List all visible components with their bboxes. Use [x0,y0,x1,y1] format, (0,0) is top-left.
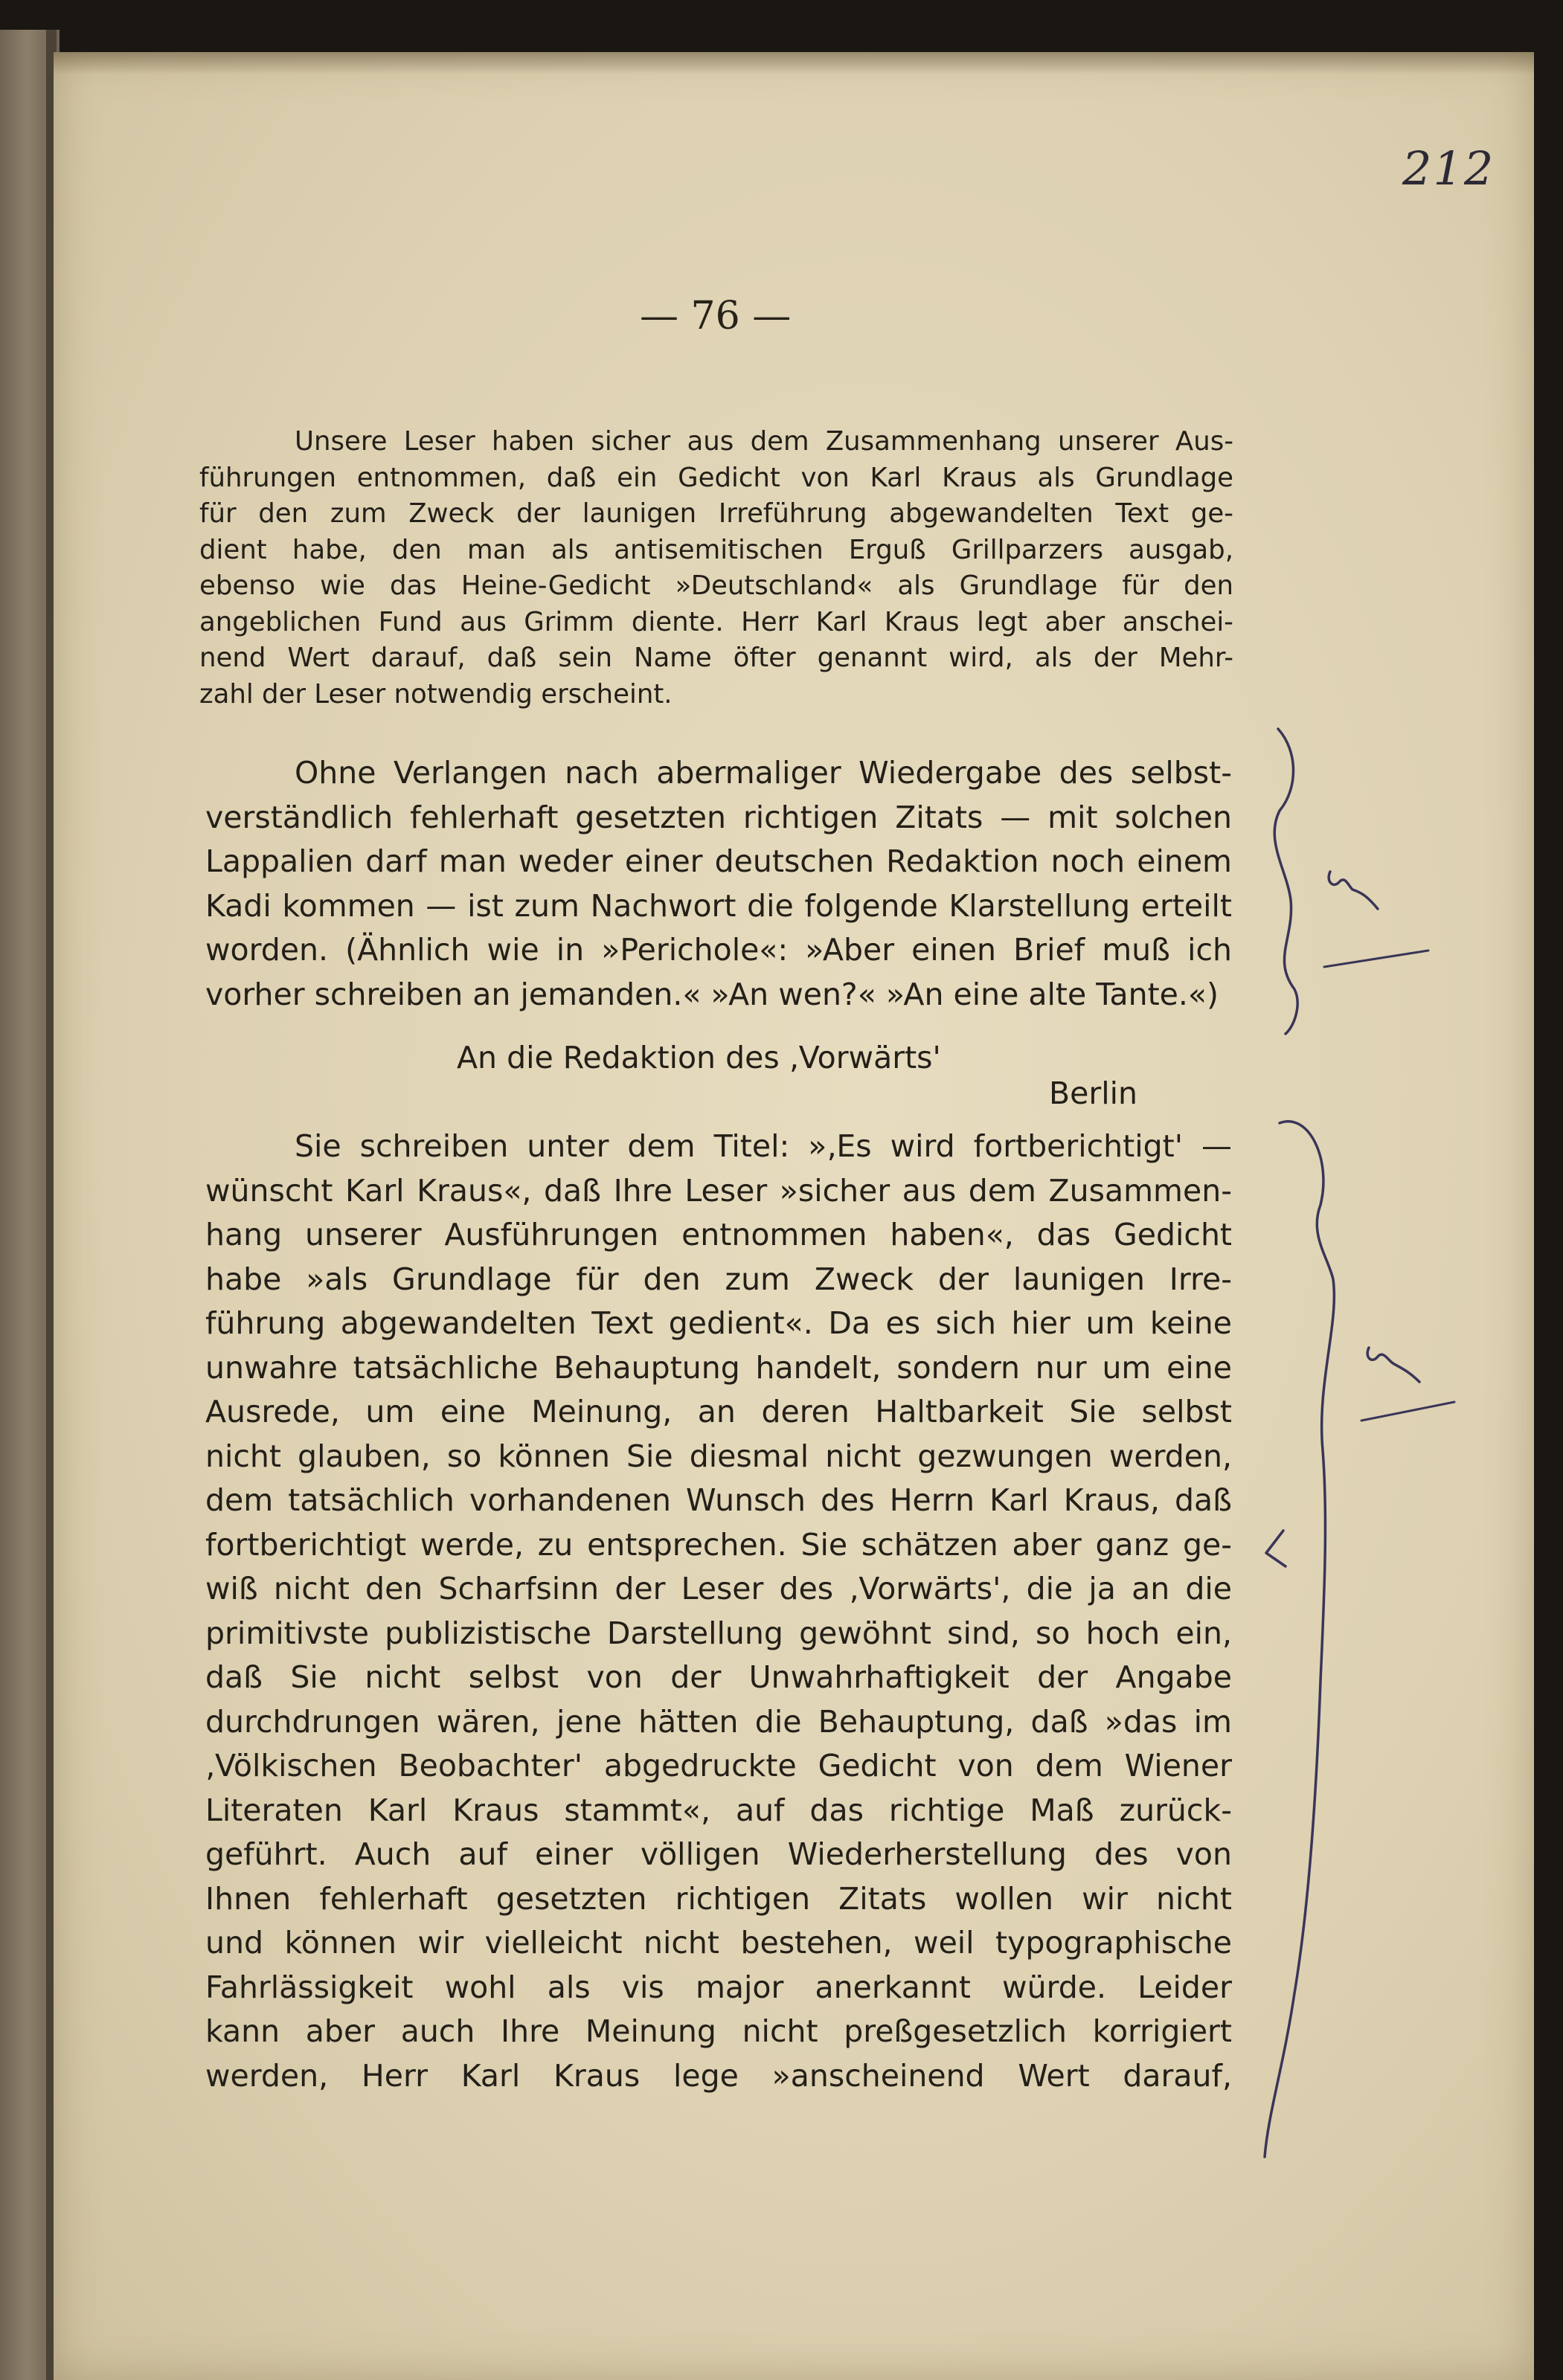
note-line: ebenso wie das Heine-Gedicht »Deutschland« als Grundlage für den [199,570,1233,601]
letter-line: fortberichtigt werde, zu entsprechen. Sie schätzen aber ganz ge- [205,1526,1232,1563]
handwritten-folio-number: 212 [1402,141,1495,196]
letter-paragraph [205,1125,1232,2098]
letter-line: dem tatsächlich vorhandenen Wunsch des Herrn Karl Kraus, daß [205,1482,1232,1518]
page-number: — 76 — [640,294,792,338]
letter-line: führung abgewandelten Text gedient«. Da es sich hier um keine [205,1305,1232,1341]
note-line: zahl der Leser notwendig erscheint. [199,678,673,710]
intro-line: Lappalien darf man weder einer deutschen Redaktion noch einem [205,843,1232,879]
intro-line: verständlich fehlerhaft gesetzten richtigen Zitats — mit solchen [205,799,1232,835]
letter-line: wiß nicht den Scharfsinn der Leser des ‚Vorwärts', die ja an die [205,1571,1232,1606]
letter-line: Sie schreiben unter dem Titel: »‚Es wird fortberichtigt' — [295,1128,1232,1164]
letter-line: ‚Völkischen Beobachter' abgedruckte Gedicht von dem Wiener [205,1748,1232,1784]
letter-line: werden, Herr Karl Kraus lege »anscheinend Wert darauf, [205,2057,1232,2094]
letter-line: Fahrlässigkeit wohl als vis major anerkannt würde. Leider [205,1969,1232,2005]
letter-line: Ihnen fehlerhaft gesetzten richtigen Zitats wollen wir nicht [205,1880,1232,1917]
letter-heading: An die Redaktion des ‚Vorwärts' [457,1040,941,1075]
letter-line: kann aber auch Ihre Meinung nicht preßgesetzlich korrigiert [205,2013,1232,2049]
note-line: nend Wert darauf, daß sein Name öfter genannt wird, als der Mehr- [199,643,1233,673]
letter-line: nicht glauben, so können Sie diesmal nicht gezwungen werden, [205,1438,1232,1474]
letter-line: Ausrede, um eine Meinung, an deren Haltbarkeit Sie selbst [205,1394,1232,1429]
note-line: angeblichen Fund aus Grimm diente. Herr Karl Kraus legt aber anschei- [199,606,1233,637]
note-line: Unsere Leser haben sicher aus dem Zusammenhang unserer Aus- [295,426,1233,457]
letter-line: unwahre tatsächliche Behauptung handelt, sondern nur um eine [205,1349,1232,1386]
letter-line: primitivste publizistische Darstellung gewöhnt sind, so hoch ein, [205,1615,1232,1651]
intro-line: Kadi kommen — ist zum Nachwort die folgende Klarstellung erteilt [205,887,1232,924]
intro-line: vorher schreiben an jemanden.« »An wen?« »An eine alte Tante.«) [205,976,1219,1012]
letter-line: hang unserer Ausführungen entnommen haben«, das Gedicht [205,1217,1232,1252]
note-paragraph [199,424,1233,713]
letter-place: Berlin [1049,1075,1137,1111]
note-line: für den zum Zweck der launigen Irreführung abgewandelten Text ge- [199,498,1233,529]
note-line: führungen entnommen, daß ein Gedicht von Karl Kraus als Grundlage [199,462,1233,493]
letter-line: habe »als Grundlage für den zum Zweck der launigen Irre- [205,1261,1232,1297]
letter-line: daß Sie nicht selbst von der Unwahrhaftigkeit der Angabe [205,1659,1232,1695]
intro-line: worden. (Ähnlich wie in »Perichole«: »Aber einen Brief muß ich [205,932,1232,968]
intro-line: Ohne Verlangen nach abermaliger Wiedergabe des selbst- [295,755,1232,791]
letter-line: durchdrungen wären, jene hätten die Behauptung, daß »das im [205,1703,1232,1740]
letter-line: Literaten Karl Kraus stammt«, auf das richtige Maß zurück- [205,1792,1232,1828]
page-top-shadow [54,52,1534,74]
letter-line: geführt. Auch auf einer völligen Wiederherstellung des von [205,1836,1232,1872]
letter-line: wünscht Karl Kraus«, daß Ihre Leser »sicher aus dem Zusammen- [205,1172,1232,1209]
note-line: dient habe, den man als antisemitischen Erguß Grillparzers ausgab, [199,534,1233,565]
intro-paragraph [205,751,1232,1017]
letter-line: und können wir vielleicht nicht bestehen, weil typographische [205,1925,1232,1961]
